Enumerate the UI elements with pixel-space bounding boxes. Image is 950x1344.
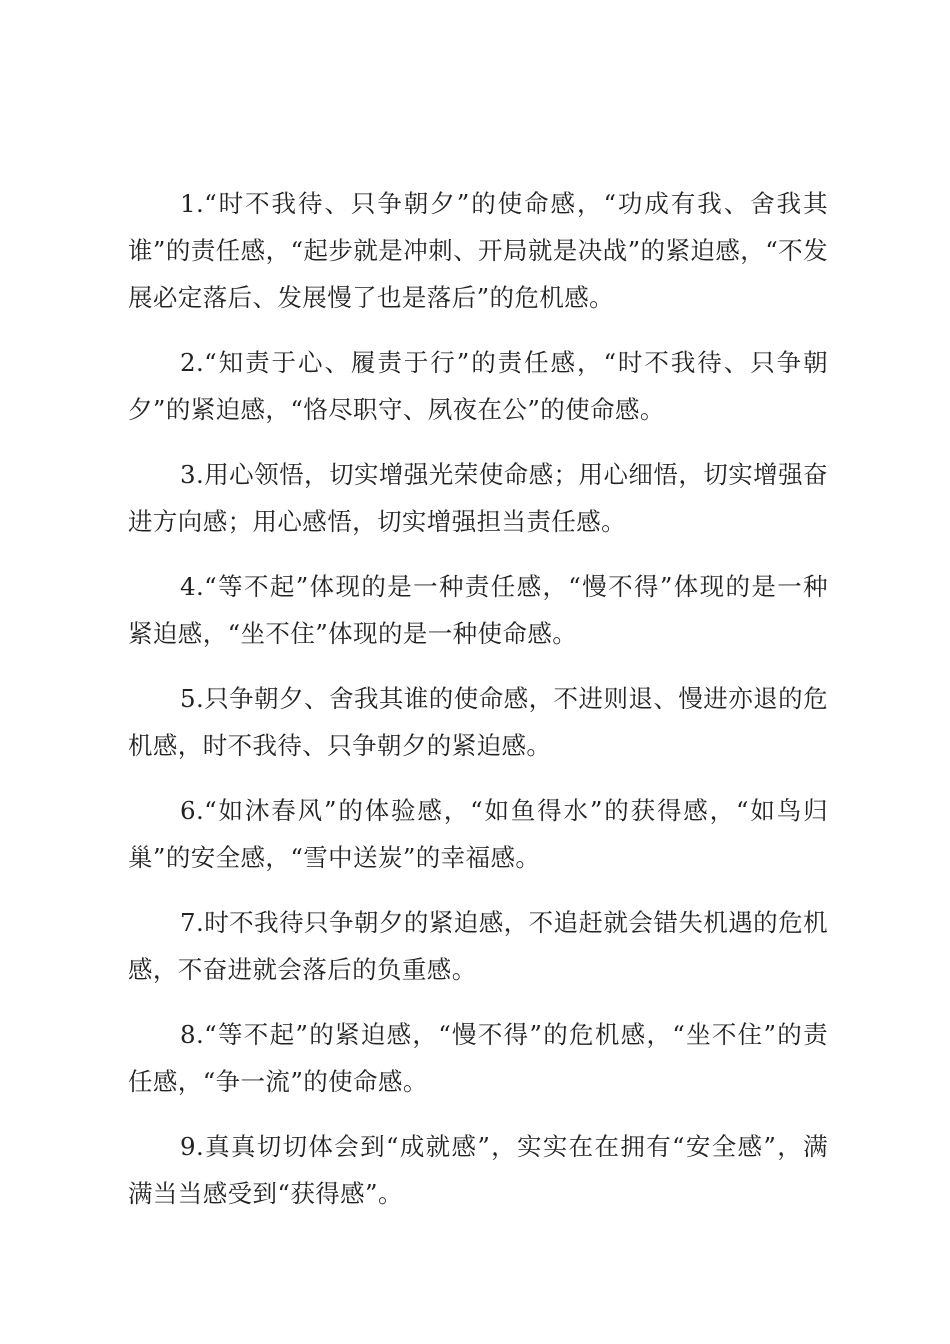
paragraph-2: 2.“知责于心、履责于行”的责任感，“时不我待、只争朝夕”的紧迫感，“恪尽职守、夙夜在公”的使命感。: [128, 348, 828, 424]
paragraph-1: 1.“时不我待、只争朝夕”的使命感，“功成有我、舍我其谁”的责任感，“起步就是冲刺、开局就是决战”的紧迫感，“不发展必定落后、发展慢了也是落后”的危机感。: [128, 189, 828, 312]
paragraph-9: 9.真真切切体会到“成就感”，实实在在拥有“安全感”，满满当当感受到“获得感”。: [128, 1132, 828, 1208]
paragraph-8: 8.“等不起”的紧迫感，“慢不得”的危机感，“坐不住”的责任感，“争一流”的使命感。: [128, 1020, 828, 1096]
paragraph-7: 7.时不我待只争朝夕的紧迫感，不追赶就会错失机遇的危机感，不奋进就会落后的负重感。: [128, 908, 828, 984]
paragraph-4: 4.“等不起”体现的是一种责任感，“慢不得”体现的是一种紧迫感，“坐不住”体现的是一种使命感。: [128, 572, 828, 648]
paragraph-5: 5.只争朝夕、舍我其谁的使命感，不进则退、慢进亦退的危机感，时不我待、只争朝夕的紧迫感。: [128, 684, 828, 760]
document-body: [128, 180, 828, 1235]
paragraph-6: 6.“如沐春风”的体验感，“如鱼得水”的获得感，“如鸟归巢”的安全感，“雪中送炭”的幸福感。: [128, 796, 828, 872]
paragraph-3: 3.用心领悟，切实增强光荣使命感；用心细悟，切实增强奋进方向感；用心感悟，切实增强担当责任感。: [128, 460, 828, 536]
